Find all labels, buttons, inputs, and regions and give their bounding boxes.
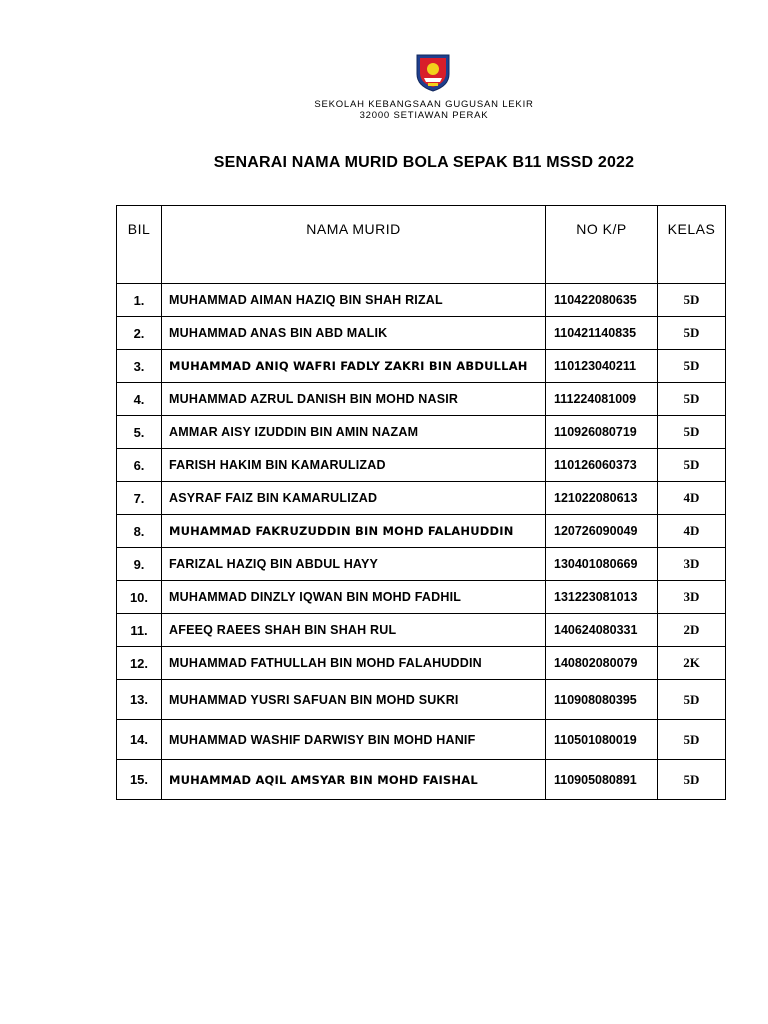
row-name: MUHAMMAD YUSRI SAFUAN BIN MOHD SUKRI (162, 680, 546, 720)
table-row (117, 449, 726, 482)
table-row (117, 680, 726, 720)
row-nokp: 130401080669 (546, 548, 658, 581)
row-nokp: 110905080891 (546, 760, 658, 800)
row-nokp: 110123040211 (546, 350, 658, 383)
row-name: FARISH HAKIM BIN KAMARULIZAD (162, 449, 546, 482)
column-header-kelas: KELAS (658, 206, 726, 284)
row-bil: 7. (117, 482, 162, 515)
row-bil: 4. (117, 383, 162, 416)
row-bil: 1. (117, 284, 162, 317)
row-nokp: 120726090049 (546, 515, 658, 548)
school-address: 32000 SETIAWAN PERAK (359, 110, 489, 121)
row-nokp: 140624080331 (546, 614, 658, 647)
row-bil: 2. (117, 317, 162, 350)
school-name: SEKOLAH KEBANGSAAN GUGUSAN LEKIR (314, 99, 534, 110)
row-kelas: 2D (658, 614, 726, 647)
table-row (117, 720, 726, 760)
row-name: MUHAMMAD AQIL AMSYAR BIN MOHD FAISHAL (162, 760, 546, 800)
row-bil: 13. (117, 680, 162, 720)
row-bil: 10. (117, 581, 162, 614)
table-row (117, 416, 726, 449)
row-nokp: 110926080719 (546, 416, 658, 449)
row-name: MUHAMMAD ANIQ WAFRI FADLY ZAKRI BIN ABDULLAH (162, 350, 546, 383)
row-name: MUHAMMAD WASHIF DARWISY BIN MOHD HANIF (162, 720, 546, 760)
row-name: MUHAMMAD FAKRUZUDDIN BIN MOHD FALAHUDDIN (162, 515, 546, 548)
row-bil: 6. (117, 449, 162, 482)
row-name: FARIZAL HAZIQ BIN ABDUL HAYY (162, 548, 546, 581)
row-name: MUHAMMAD AZRUL DANISH BIN MOHD NASIR (162, 383, 546, 416)
school-crest-icon (414, 52, 452, 92)
row-name: AFEEQ RAEES SHAH BIN SHAH RUL (162, 614, 546, 647)
table-row (117, 350, 726, 383)
column-header-nokp: NO K/P (546, 206, 658, 284)
row-kelas: 5D (658, 350, 726, 383)
page-title: SENARAI NAMA MURID BOLA SEPAK B11 MSSD 2022 (213, 154, 635, 171)
row-kelas: 5D (658, 720, 726, 760)
table-row (117, 760, 726, 800)
row-bil: 9. (117, 548, 162, 581)
table-header-row (117, 206, 726, 284)
row-bil: 15. (117, 760, 162, 800)
row-nokp: 140802080079 (546, 647, 658, 680)
row-kelas: 3D (658, 581, 726, 614)
row-bil: 8. (117, 515, 162, 548)
column-header-nama: NAMA MURID (162, 206, 546, 284)
table-row (117, 383, 726, 416)
row-nokp: 121022080613 (546, 482, 658, 515)
table-row (117, 548, 726, 581)
table-row (117, 647, 726, 680)
row-nokp: 110126060373 (546, 449, 658, 482)
row-name: MUHAMMAD DINZLY IQWAN BIN MOHD FADHIL (162, 581, 546, 614)
table-row (117, 284, 726, 317)
row-kelas: 5D (658, 383, 726, 416)
row-nokp: 110422080635 (546, 284, 658, 317)
table-row (117, 482, 726, 515)
row-kelas: 3D (658, 548, 726, 581)
row-bil: 14. (117, 720, 162, 760)
table-row (117, 515, 726, 548)
row-nokp: 111224081009 (546, 383, 658, 416)
row-kelas: 5D (658, 449, 726, 482)
row-nokp: 110421140835 (546, 317, 658, 350)
row-nokp: 131223081013 (546, 581, 658, 614)
column-header-bil: BIL (117, 206, 162, 284)
row-name: MUHAMMAD ANAS BIN ABD MALIK (162, 317, 546, 350)
row-name: MUHAMMAD AIMAN HAZIQ BIN SHAH RIZAL (162, 284, 546, 317)
row-kelas: 5D (658, 416, 726, 449)
row-name: MUHAMMAD FATHULLAH BIN MOHD FALAHUDDIN (162, 647, 546, 680)
table-row (117, 614, 726, 647)
student-table (116, 205, 726, 800)
row-name: AMMAR AISY IZUDDIN BIN AMIN NAZAM (162, 416, 546, 449)
row-name: ASYRAF FAIZ BIN KAMARULIZAD (162, 482, 546, 515)
row-bil: 12. (117, 647, 162, 680)
row-kelas: 4D (658, 482, 726, 515)
row-bil: 5. (117, 416, 162, 449)
row-kelas: 5D (658, 680, 726, 720)
row-kelas: 4D (658, 515, 726, 548)
row-bil: 3. (117, 350, 162, 383)
row-nokp: 110908080395 (546, 680, 658, 720)
row-kelas: 5D (658, 760, 726, 800)
table-row (117, 317, 726, 350)
row-bil: 11. (117, 614, 162, 647)
row-kelas: 2K (658, 647, 726, 680)
table-row (117, 581, 726, 614)
row-nokp: 110501080019 (546, 720, 658, 760)
row-kelas: 5D (658, 284, 726, 317)
row-kelas: 5D (658, 317, 726, 350)
